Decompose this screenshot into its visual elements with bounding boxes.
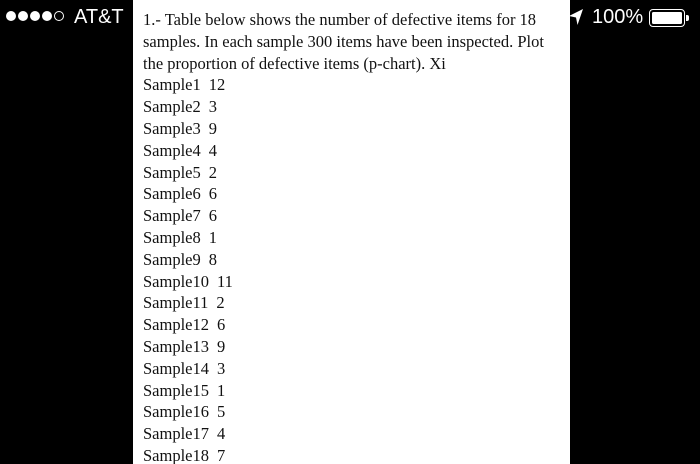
sample-defect-count: 6: [217, 315, 226, 335]
location-arrow-icon: [568, 8, 584, 26]
battery-body: [649, 9, 685, 27]
sample-defect-count: 6: [208, 184, 217, 204]
battery-level-fill: [652, 12, 682, 24]
signal-strength-icon: [6, 11, 64, 21]
sample-label: Sample10: [143, 271, 209, 291]
sample-row: [143, 314, 558, 336]
sample-row: [143, 271, 558, 293]
sample-row: [143, 358, 558, 380]
sample-label: Sample13: [143, 336, 209, 356]
sample-label: Sample18: [143, 445, 209, 464]
sample-row: [143, 96, 558, 118]
sample-defect-count: 12: [208, 75, 226, 95]
sample-row: [143, 183, 558, 205]
sample-label: Sample6: [143, 184, 201, 204]
sample-label: Sample12: [143, 315, 209, 335]
sample-label: Sample17: [143, 424, 209, 444]
sample-row: [143, 249, 558, 271]
sample-defect-count: 2: [216, 293, 225, 313]
sample-defect-count: 8: [208, 249, 217, 269]
battery-icon: [649, 9, 691, 27]
question-text: 1.- Table below shows the number of defective items for 18 samples. In each sample 300 items have been inspected. Plot the proportion of defective items (p-chart). Xi: [143, 10, 549, 73]
sample-row: [143, 445, 558, 464]
sample-label: Sample16: [143, 402, 209, 422]
signal-dot: [6, 11, 16, 21]
sample-defect-count: 3: [208, 97, 217, 117]
document-page[interactable]: [133, 0, 570, 464]
sample-defect-count: 9: [217, 336, 226, 356]
sample-row: [143, 227, 558, 249]
sample-row: [143, 205, 558, 227]
sample-label: Sample2: [143, 97, 201, 117]
sample-label: Sample11: [143, 293, 209, 313]
sample-row: [143, 74, 558, 96]
document-text: [143, 9, 558, 464]
sample-label: Sample15: [143, 380, 209, 400]
sample-label: Sample1: [143, 75, 201, 95]
sample-label: Sample4: [143, 140, 201, 160]
sample-defect-count: 1: [208, 227, 217, 247]
sample-defect-count: 5: [217, 402, 226, 422]
sample-label: Sample9: [143, 249, 201, 269]
carrier-name: AT&T: [74, 6, 124, 28]
battery-tip: [686, 15, 689, 21]
sample-row: [143, 292, 558, 314]
sample-defect-count: 6: [208, 206, 217, 226]
sample-row: [143, 140, 558, 162]
status-bar: [0, 0, 700, 36]
signal-dot: [42, 11, 52, 21]
sample-label: Sample14: [143, 358, 209, 378]
sample-row: [143, 380, 558, 402]
sample-defect-count: 7: [217, 445, 226, 464]
signal-dot: [18, 11, 28, 21]
sample-defect-count: 1: [217, 380, 226, 400]
sample-list: [143, 74, 558, 464]
sample-row: [143, 162, 558, 184]
sample-label: Sample7: [143, 206, 201, 226]
sample-defect-count: 11: [217, 271, 233, 291]
sample-label: Sample3: [143, 118, 201, 138]
sample-label: Sample5: [143, 162, 201, 182]
signal-dot: [30, 11, 40, 21]
battery-percentage: 100%: [592, 6, 644, 28]
sample-defect-count: 2: [208, 162, 217, 182]
sample-row: [143, 423, 558, 445]
sample-defect-count: 4: [208, 140, 217, 160]
signal-dot: [54, 11, 64, 21]
sample-label: Sample8: [143, 227, 201, 247]
sample-defect-count: 4: [217, 424, 226, 444]
sample-row: [143, 401, 558, 423]
sample-row: [143, 336, 558, 358]
sample-defect-count: 3: [217, 358, 226, 378]
sample-defect-count: 9: [208, 118, 217, 138]
sample-row: [143, 118, 558, 140]
